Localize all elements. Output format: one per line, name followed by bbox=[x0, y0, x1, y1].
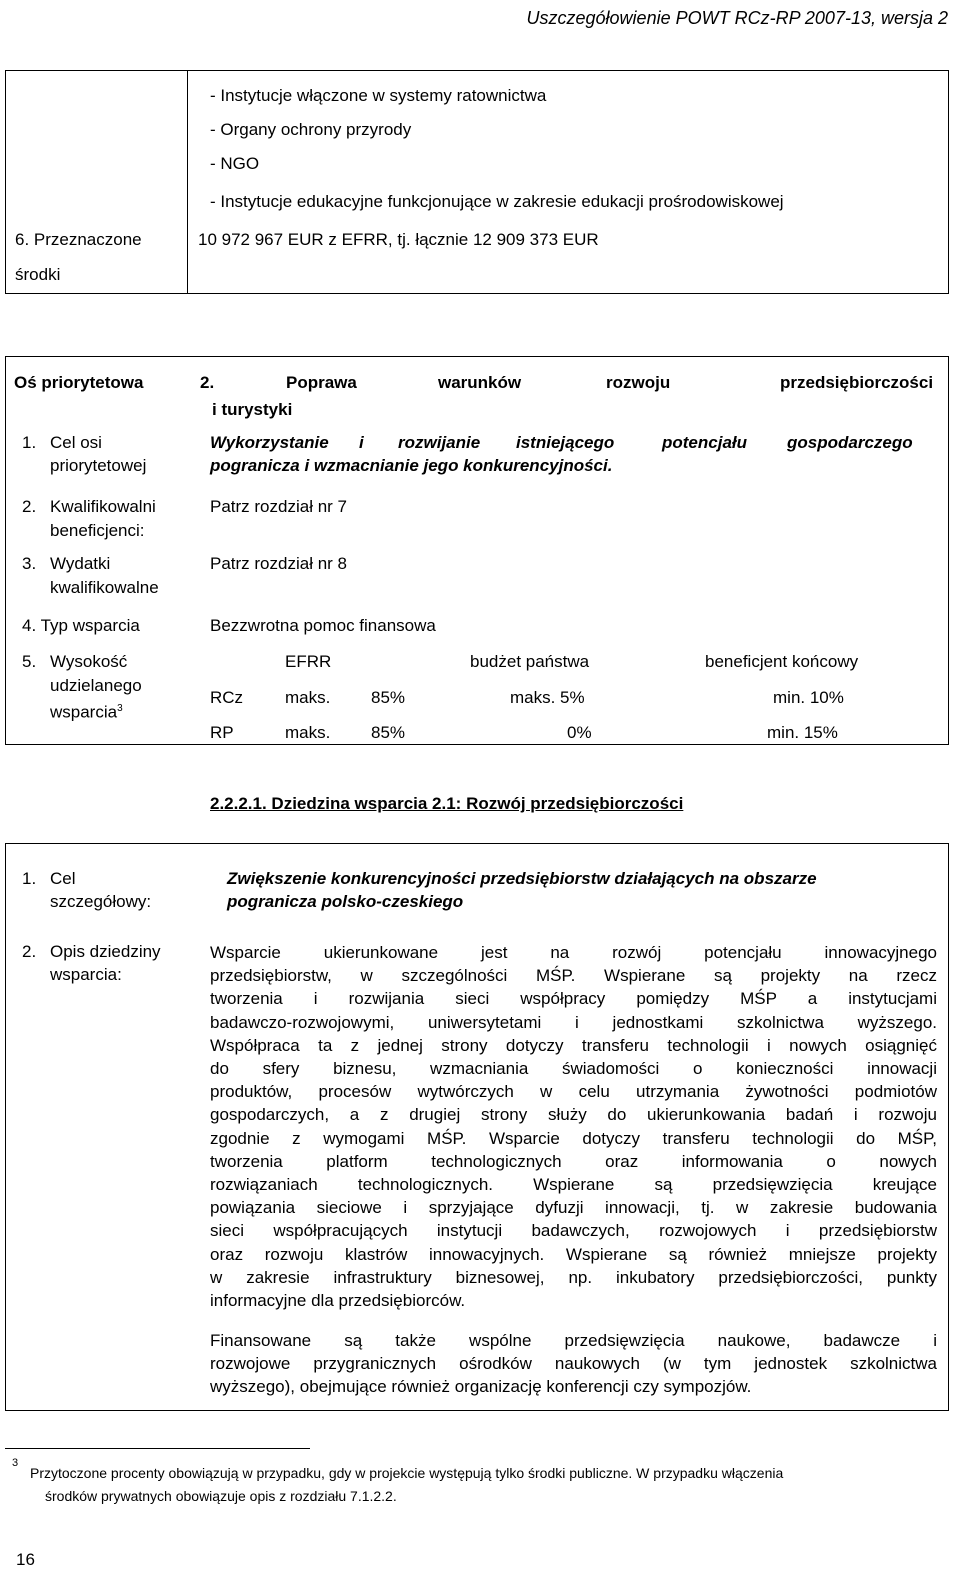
funding-cell: maks. 5% bbox=[510, 688, 585, 707]
row-label-cont: kwalifikowalne bbox=[50, 578, 159, 597]
row-value-word: rozwijanie bbox=[398, 433, 481, 452]
section-heading: 2.2.2.1. Dziedzina wsparcia 2.1: Rozwój przedsiębiorczości bbox=[210, 794, 684, 813]
paragraph-line: produktów, procesów wytwórczych w celu utrzymania żywotności podmiotów bbox=[210, 1082, 937, 1102]
paragraph-line: przedsiębiorstw, w szczególności MŚP. Wspierane są projekty na rzecz bbox=[210, 966, 937, 986]
funding-row-name: RCz bbox=[210, 688, 244, 707]
paragraph-line: informacyjne dla przedsiębiorców. bbox=[210, 1291, 466, 1311]
col-header-beneficiary: beneficjent końcowy bbox=[705, 652, 859, 671]
paragraph-line: Finansowane są także wspólne przedsięwzięcia naukowe, badawcze i bbox=[210, 1331, 937, 1350]
row-value-word: gospodarczego bbox=[787, 433, 913, 452]
row-value-word: istniejącego bbox=[516, 433, 615, 452]
row-label: Cel osi bbox=[50, 433, 102, 452]
axis-label: Oś priorytetowa bbox=[14, 373, 144, 392]
funding-cell: maks. bbox=[285, 723, 331, 742]
row-label: Wydatki bbox=[50, 554, 111, 573]
funding-cell: min. 15% bbox=[767, 723, 838, 742]
row-label: 4. Typ wsparcia bbox=[22, 616, 140, 635]
row-label-cont: beneficjenci: bbox=[50, 521, 145, 540]
specific-goal-cont: pogranicza polsko-czeskiego bbox=[227, 892, 464, 911]
col-header-budget: budżet państwa bbox=[470, 652, 590, 671]
paragraph-line: zgodnie z wymogami MŚP. Wsparcie dotyczy transferu technologii do MŚP, bbox=[210, 1128, 937, 1148]
paragraph-line: sieci współpracujących instytucji badawczych, rozwojowych i przedsiębiorstw bbox=[210, 1221, 937, 1241]
row-value-word: Wykorzystanie bbox=[210, 433, 329, 452]
row-label-cont: udzielanego bbox=[50, 676, 142, 695]
row6-value: 10 972 967 EUR z EFRR, tj. łącznie 12 909 373 EUR bbox=[198, 230, 599, 249]
row6-label: 6. Przeznaczone bbox=[15, 230, 142, 249]
list-item: - Instytucje włączone w systemy ratownictwa bbox=[210, 86, 547, 105]
axis-title-num: 2. bbox=[200, 373, 215, 392]
specific-goal: Zwiększenie konkurencyjności przedsiębiorstw działających na obszarze bbox=[227, 869, 817, 888]
paragraph-line: Współpraca ta z jednej strony dotyczy transferu technologii i nowych osiągnięć bbox=[210, 1035, 937, 1055]
list-item: - Instytucje edukacyjne funkcjonujące w zakresie edukacji prośrodowiskowej bbox=[210, 192, 784, 211]
row6-label-cont: środki bbox=[15, 265, 61, 284]
row-number: 3. bbox=[22, 554, 37, 573]
paragraph-line: tworzenia i rozwijania sieci współpracy pomiędzy MŚP a instytucjami bbox=[210, 989, 937, 1009]
row-value-cont: pogranicza i wzmacnianie jego konkurencyjności. bbox=[210, 456, 613, 475]
funding-cell: 0% bbox=[567, 723, 592, 742]
paragraph-line: rozwiązaniach technologicznych. Wspierane są przedsięwzięcia kreujące bbox=[210, 1175, 937, 1195]
page-number: 16 bbox=[16, 1550, 35, 1569]
footnote-marker: 3 bbox=[12, 1457, 19, 1469]
axis-title-cont: i turystyki bbox=[212, 400, 293, 419]
row-label-cont: wsparcia: bbox=[50, 965, 122, 984]
paragraph-line: do sfery biznesu, wzmacniania świadomości o konieczności innowacji bbox=[210, 1059, 937, 1079]
funding-row-name: RP bbox=[210, 723, 234, 742]
row-number: 2. bbox=[22, 497, 37, 516]
axis-title-word: przedsiębiorczości bbox=[780, 373, 934, 392]
paragraph-line: rozwojowe przygranicznych ośrodków naukowych (w tym jednostek szkolnictwa bbox=[210, 1354, 937, 1374]
row-label: Opis dziedziny bbox=[50, 942, 161, 961]
funding-cell: 85% bbox=[371, 688, 406, 707]
row-number: 1. bbox=[22, 869, 37, 888]
description-paragraph bbox=[210, 1329, 937, 1399]
row-label: Wysokość bbox=[50, 652, 128, 671]
row-label-cont: szczegółowy: bbox=[50, 892, 152, 911]
row-value: Patrz rozdział nr 7 bbox=[210, 497, 347, 516]
list-item: - Organy ochrony przyrody bbox=[210, 120, 412, 139]
axis-title-word: rozwoju bbox=[606, 373, 671, 392]
paragraph-line: powiązania sieciowe i sprzyjające dyfuzji innowacji, tj. w zakresie budowania bbox=[210, 1198, 937, 1218]
col-header-efrr: EFRR bbox=[285, 652, 332, 671]
row-number: 2. bbox=[22, 942, 37, 961]
paragraph-line: gospodarczych, a z drugiej strony służy do ukierunkowania badań i rozwoju bbox=[210, 1105, 937, 1125]
row-value: Bezzwrotna pomoc finansowa bbox=[210, 616, 436, 635]
footnote-ref: 3 bbox=[117, 703, 123, 714]
footnote-text: Przytoczone procenty obowiązują w przypadku, gdy w projekcie występują tylko środki publiczne. W przypadku włączenia bbox=[30, 1465, 784, 1481]
row-value-word: potencjału bbox=[662, 433, 748, 452]
row-label: Kwalifikowalni bbox=[50, 497, 156, 516]
row-value: Patrz rozdział nr 8 bbox=[210, 554, 347, 573]
document-header: Uszczegółowienie POWT RCz-RP 2007-13, wersja 2 bbox=[526, 8, 948, 28]
row-label-cont: wsparcia$^3$ bbox=[50, 702, 123, 722]
row-label: Cel bbox=[50, 869, 76, 888]
funding-cell: min. 10% bbox=[773, 688, 844, 707]
footnote-separator bbox=[5, 1448, 310, 1449]
footnote-text-cont: środków prywatnych obowiązuje opis z rozdziału 7.1.2.2. bbox=[45, 1488, 397, 1504]
description-paragraph bbox=[210, 941, 937, 1312]
paragraph-line: Wsparcie ukierunkowane jest na rozwój potencjału innowacyjnego bbox=[210, 943, 937, 962]
row-label-cont: priorytetowej bbox=[50, 456, 147, 475]
paragraph-line: badawczo-rozwojowymi, uniwersytetami i jednostkami szkolnictwa wyższego. bbox=[210, 1012, 937, 1032]
paragraph-line: wyższego), obejmujące również organizację konferencji czy sympozjów. bbox=[210, 1377, 752, 1397]
paragraph-line: oraz rozwoju klastrów innowacyjnych. Wspierane są również mniejsze projekty bbox=[210, 1244, 937, 1264]
funding-cell: 85% bbox=[371, 723, 406, 742]
paragraph-line: tworzenia platform technologicznych oraz informowania o nowych bbox=[210, 1151, 937, 1171]
paragraph-line: w zakresie infrastruktury biznesowej, np. inkubatory przedsiębiorczości, punkty bbox=[210, 1267, 937, 1287]
row-number: 1. bbox=[22, 433, 37, 452]
row-number: 5. bbox=[22, 652, 37, 671]
axis-title-word: Poprawa bbox=[286, 373, 357, 392]
axis-title-word: warunków bbox=[438, 373, 522, 392]
funding-cell: maks. bbox=[285, 688, 331, 707]
list-item: - NGO bbox=[210, 154, 260, 173]
row-value-word: i bbox=[359, 433, 364, 452]
